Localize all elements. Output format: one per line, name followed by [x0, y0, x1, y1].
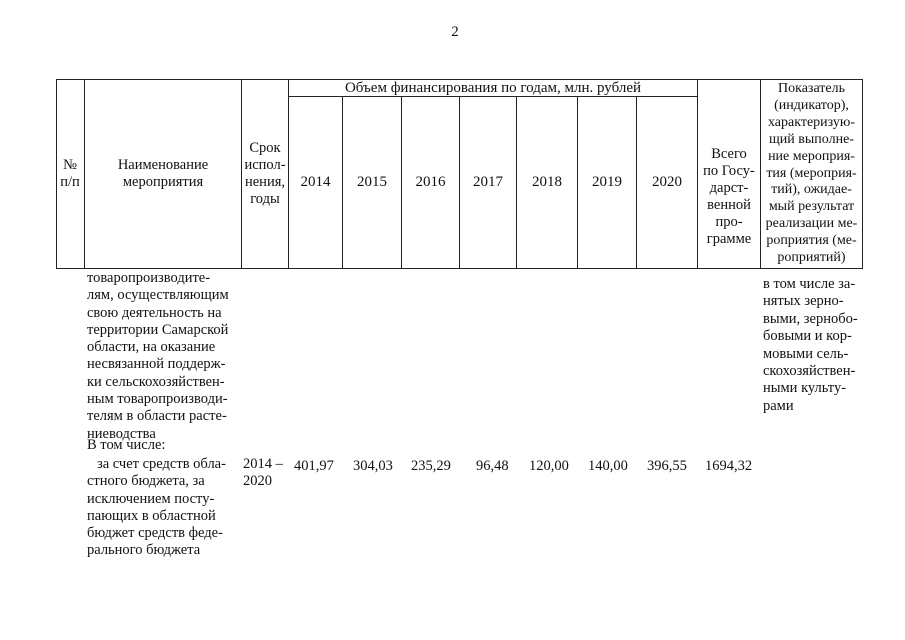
- value-2018: 120,00: [529, 458, 569, 474]
- header-number-column: № п/п: [60, 157, 80, 190]
- header-term-column: Срок испол- нения, годы: [244, 140, 286, 207]
- measure-name-text: товаропроизводите- лям, осуществляющим свою деятельность на территории Самарской области, на оказание несвязанной поддерж- ки сельскохозяйствен- ным товаропроизводи- телям в области расте- ниеводства: [87, 270, 229, 442]
- value-2019: 140,00: [588, 458, 628, 474]
- header-total-column: Всего по Госу- дарст- венной про- грамме: [703, 146, 755, 247]
- value-total: 1694,32: [705, 458, 753, 474]
- grid-line: [862, 79, 863, 269]
- value-2020: 396,55: [647, 458, 687, 474]
- header-year-2014: 2014: [300, 173, 331, 190]
- header-year-2015: 2015: [357, 173, 387, 190]
- header-year-2020: 2020: [652, 173, 682, 190]
- value-2015: 304,03: [353, 458, 393, 474]
- indicator-text: в том числе за- нятых зерно- выми, зернобо- бовыми и кор- мовыми сель- скохозяйствен- ными культу- рами: [763, 276, 858, 414]
- header-funding-title: Объем финансирования по годам, млн. рублей: [344, 79, 642, 96]
- subrow-label: В том числе:: [87, 437, 166, 453]
- value-2014: 401,97: [294, 458, 334, 474]
- funding-source-text: за счет средств обла- стного бюджета, за исключением посту- пающих в областной бюджет средств феде- рального бюджета: [87, 456, 226, 559]
- header-year-2017: 2017: [473, 173, 503, 190]
- term-value: 2014 – 2020: [243, 456, 283, 490]
- value-2016: 235,29: [411, 458, 451, 474]
- header-year-2019: 2019: [592, 173, 622, 190]
- header-year-2018: 2018: [532, 173, 562, 190]
- value-2017: 96,48: [476, 458, 509, 474]
- header-name-column: Наименование мероприятия: [117, 157, 209, 190]
- header-year-2016: 2016: [415, 173, 446, 190]
- page-number: 2: [451, 24, 459, 40]
- header-indicator-column: Показатель (индикатор), характеризую- щий выполне- ние мероприя- тия (мероприя- тий), ожидае- мый результат реализации ме- роприятия (ме- роприятий): [765, 81, 858, 266]
